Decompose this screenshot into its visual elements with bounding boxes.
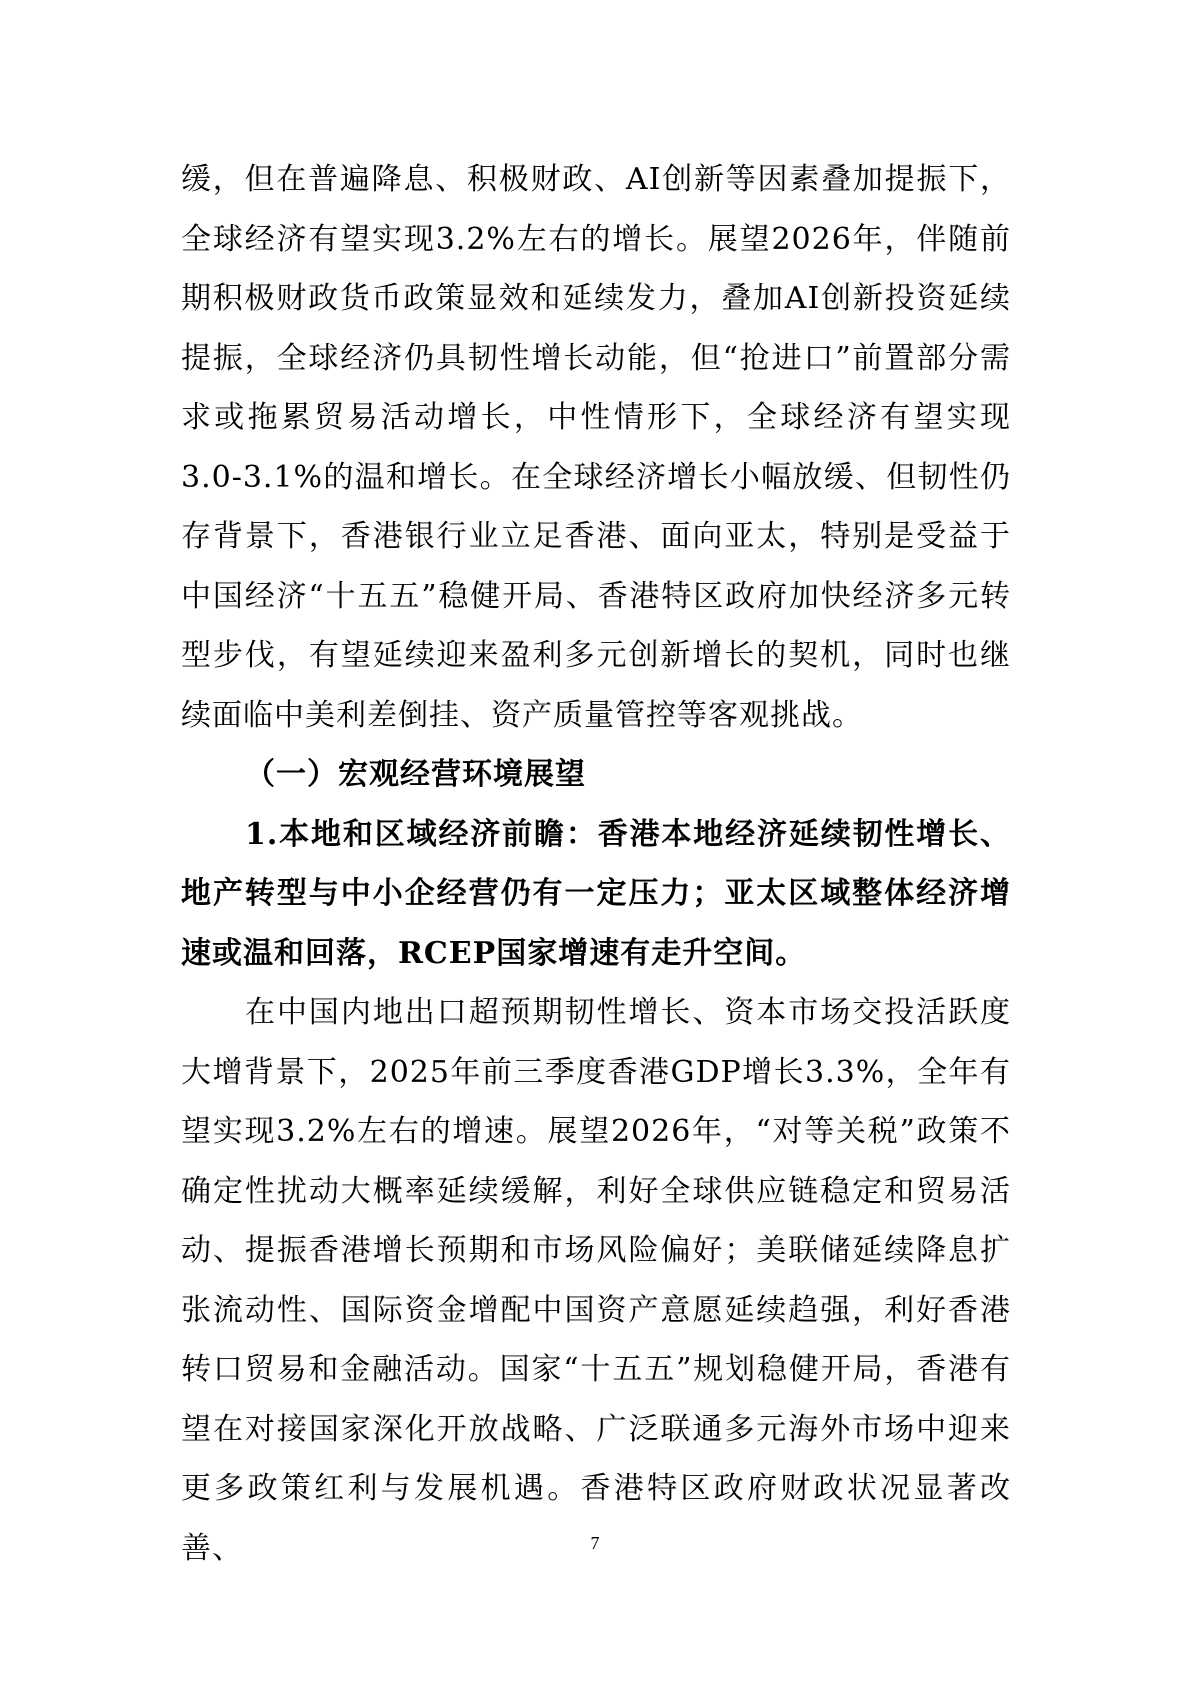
body-paragraph: 在中国内地出口超预期韧性增长、资本市场交投活跃度大增背景下，2025年前三季度香港GDP增长3.3%，全年有望实现3.2%左右的增速。展望2026年，“对等关税”政策不确定性扰动大概率延续缓解，利好全球供应链稳定和贸易活动、提振香港增长预期和市场风险偏好；美联储延续降息扩张流动性、国际资金增配中国资产意愿延续趋强，利好香港转口贸易和金融活动。国家“十五五”规划稳健开局，香港有望在对接国家深化开放战略、广泛联通多元海外市场中迎来更多政策红利与发展机遇。香港特区政府财政状况显著改善、	[181, 995, 1011, 1566]
continued-paragraph: 缓，但在普遍降息、积极财政、AI创新等因素叠加提振下，全球经济有望实现3.2%左右的增长。展望2026年，伴随前期积极财政货币政策显效和延续发力，叠加AI创新投资延续提振，全球经济仍具韧性增长动能，但“抢进口”前置部分需求或拖累贸易活动增长，中性情形下，全球经济有望实现3.0-3.1%的温和增长。在全球经济增长小幅放缓、但韧性仍存背景下，香港银行业立足香港、面向亚太，特别是受益于中国经济“十五五”稳健开局、香港特区政府加快经济多元转型步伐，有望延续迎来盈利多元创新增长的契机，同时也继续面临中美利差倒挂、资产质量管控等客观挑战。	[181, 162, 1011, 733]
page-content	[181, 150, 1011, 1578]
subsection-heading: 1.本地和区域经济前瞻：香港本地经济延续韧性增长、地产转型与中小企经营仍有一定压力；亚太区域整体经济增速或温和回落，RCEP国家增速有走升空间。	[181, 816, 1011, 971]
page-number: 7	[590, 1533, 600, 1553]
section-heading: （一）宏观经营环境展望	[245, 757, 586, 792]
